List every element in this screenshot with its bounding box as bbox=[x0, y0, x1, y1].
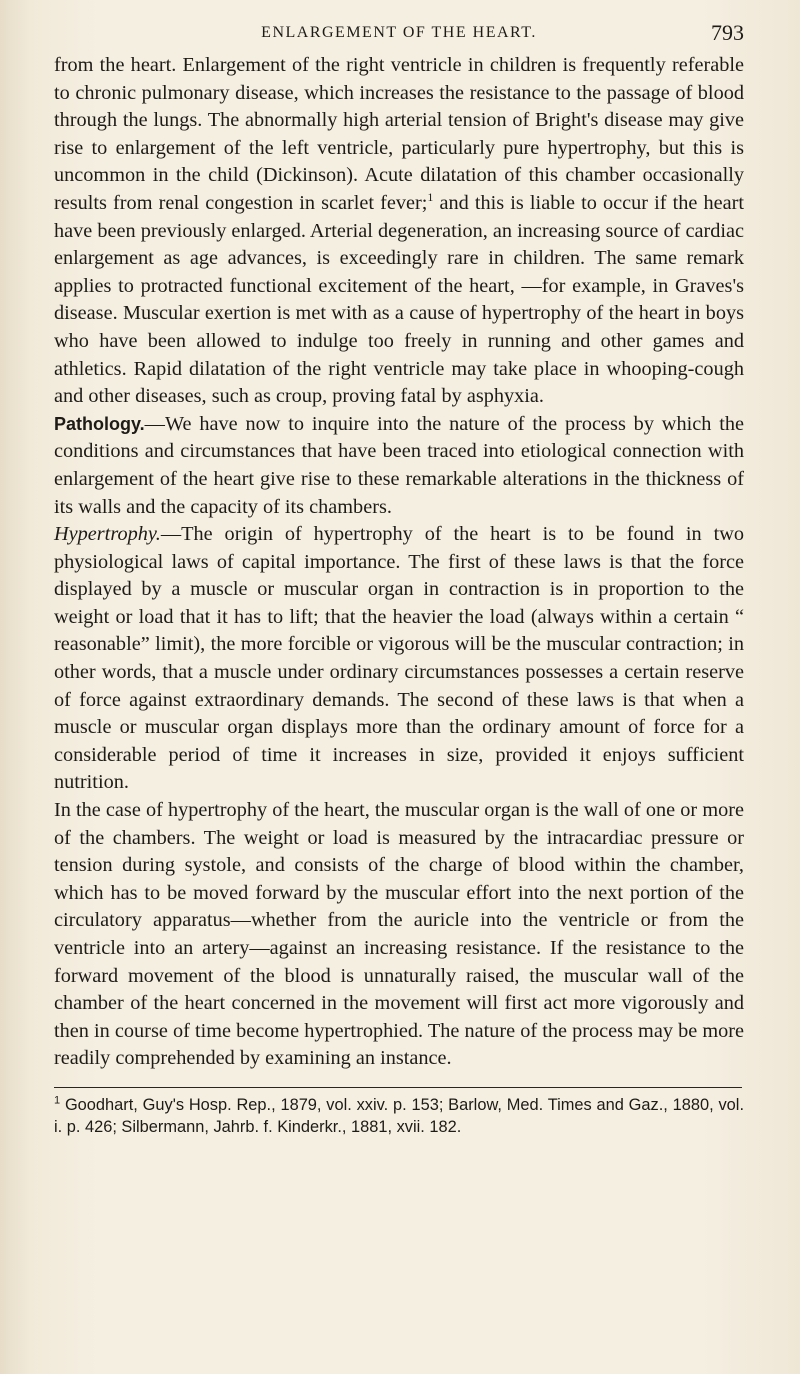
footnote-divider bbox=[54, 1087, 742, 1088]
body-text bbox=[54, 52, 744, 1073]
section-heading-pathology: Pathology. bbox=[54, 413, 145, 434]
footnote-reference: 1 bbox=[427, 190, 434, 205]
running-head bbox=[54, 18, 744, 52]
paragraph-pathology bbox=[54, 411, 744, 521]
paragraph-text: and this is liable to occur if the heart have been previously enlarged. Arterial degeneration, an increasing source of cardiac enlargement as age advances, is exceedingly rare in children. The same remark applies to protracted functional excitement of the heart, —for example, in Graves's disease. Muscular exertion is met with as a cause of hypertrophy of the heart in boys who have been allowed to indulge too freely in running and other games and athletics. Rapid dilatation of the right ventricle may take place in whooping-cough and other diseases, such as croup, proving fatal by asphyxia. bbox=[54, 191, 745, 408]
paragraph-etiology-children bbox=[54, 52, 744, 411]
paragraph-hypertrophy bbox=[54, 521, 744, 797]
paragraph-text: —We have now to inquire into the nature of the process by which the conditions and circumstances that have been traced into etiological connection with enlargement of the heart give rise to these remarkable alterations in the thickness of its walls and the capacity of its chambers. bbox=[54, 412, 744, 518]
footnote-marker: 1 bbox=[54, 1094, 61, 1107]
paragraph-hypertrophy-case: In the case of hypertrophy of the heart, the muscular organ is the wall of one or more of the chambers. The weight or load is measured by the intracardiac pressure or tension during systole, and consists of the charge of blood within the chamber, which has to be moved forward by the muscular effort into the next portion of the circulatory apparatus—whether from the auricle into the ventricle or from the ventricle into an artery—against an increasing resistance. If the resistance to the forward movement of the blood is unnaturally raised, the muscular wall of the chamber of the heart concerned in the movement will first act more vigorously and then in course of time become hypertrophied. The nature of the process may be more readily comprehended by examining an instance. bbox=[54, 799, 744, 1070]
page-number: 793 bbox=[711, 20, 744, 45]
paragraph-text: —The origin of hypertrophy of the heart is to be found in two physiological laws of capital importance. The first of these laws is that the force displayed by a muscle or muscular organ in contraction is in proportion to the weight or load that it has to lift; that the heavier the load (always within a certain “ reasonable” limit), the more forcible or vigorous will be the muscular contraction; in other words, that a muscle under ordinary circumstances possesses a certain reserve of force against extraordinary demands. The second of these laws is that when a muscle or muscular organ displays more than the ordinary amount of force for a considerable period of time it increases in size, provided it enjoys sufficient nutrition. bbox=[54, 523, 744, 794]
paragraph-text: from the heart. Enlargement of the right ventricle in children is frequently referable to chronic pulmonary disease, which increases the resistance to the passage of blood through the lungs. The abnormally high arterial tension of Bright's disease may give rise to enlargement of the left ventricle, particularly pure hypertrophy, but this is uncommon in the child (Dickinson). Acute dilatation of this chamber occasionally results from renal congestion in scarlet fever; bbox=[54, 54, 744, 214]
footnote-text: Goodhart, Guy's Hosp. Rep., 1879, vol. xxiv. p. 153; Barlow, Med. Times and Gaz., 1880, vol. i. p. 426; Silbermann, Jahrb. f. Kinderkr., 1881, xvii. 182. bbox=[54, 1095, 744, 1136]
section-heading-hypertrophy: Hypertrophy. bbox=[54, 523, 161, 546]
footnote bbox=[54, 1094, 744, 1138]
running-title: ENLARGEMENT OF THE HEART. bbox=[261, 24, 537, 41]
